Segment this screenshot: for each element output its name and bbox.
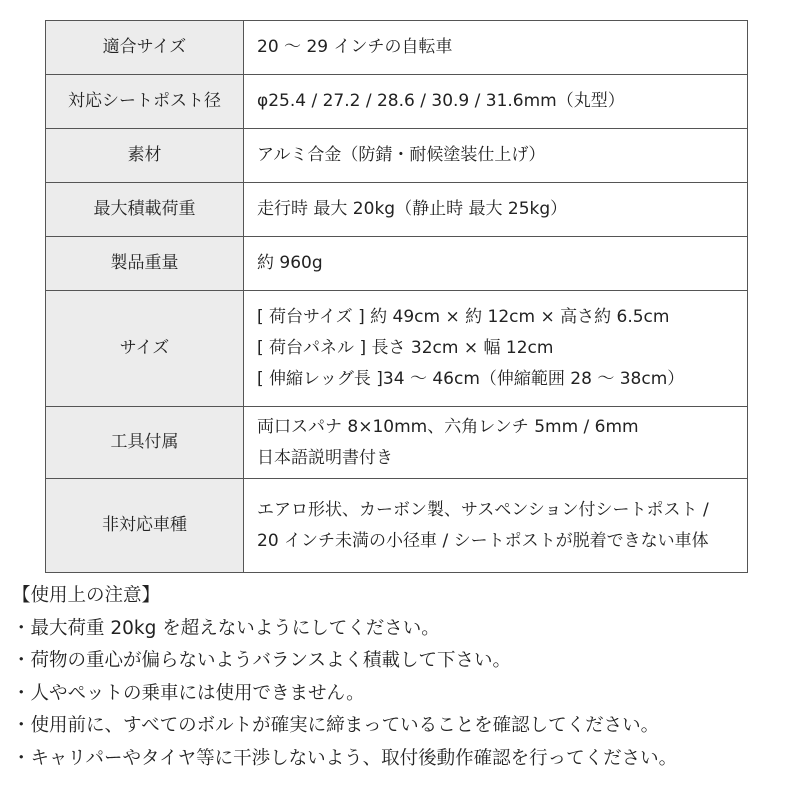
spec-value <box>244 183 748 237</box>
spec-value <box>244 75 748 129</box>
spec-value-line: 両口スパナ 8×10mm、六角レンチ 5mm / 6mm <box>257 416 639 437</box>
usage-notes <box>12 580 792 775</box>
spec-row-incompatible <box>46 479 748 573</box>
spec-value-line: 日本語説明書付き <box>257 447 393 468</box>
spec-row-material <box>46 129 748 183</box>
spec-value <box>244 479 748 573</box>
note-item: ・使用前に、すべてのボルトが確実に締まっていることを確認してください。 <box>12 715 660 736</box>
spec-value <box>244 21 748 75</box>
spec-label: 製品重量 <box>46 237 244 291</box>
note-item: ・人やペットの乗車には使用できません。 <box>12 682 365 704</box>
spec-label: 対応シートポスト径 <box>46 75 244 129</box>
spec-label: 工具付属 <box>46 407 244 479</box>
spec-value <box>244 129 748 183</box>
spec-value-line: [ 荷台パネル ] 長さ 32cm × 幅 12cm <box>257 338 554 358</box>
spec-label: サイズ <box>46 291 244 407</box>
spec-row-tools <box>46 407 748 479</box>
spec-row-max-load <box>46 183 748 237</box>
note-item: ・最大荷重 20kg を超えないようにしてください。 <box>12 617 440 639</box>
spec-row-weight <box>46 237 748 291</box>
spec-value-line: アルミ合金（防錆・耐候塗装仕上げ） <box>257 145 546 165</box>
note-item: ・荷物の重心が偏らないようバランスよく積載して下さい。 <box>12 650 511 671</box>
spec-value-line: 20 インチ未満の小径車 / シートポストが脱着できない車体 <box>257 530 709 551</box>
spec-value-line: [ 伸縮レッグ長 ]34 ～ 46cm（伸縮範囲 28 ～ 38cm） <box>257 369 685 389</box>
spec-value-line: エアロ形状、カーボン製、サスペンション付シートポスト / <box>257 499 709 520</box>
note-item: ・キャリパーやタイヤ等に干渉しないよう、取付後動作確認を行ってください。 <box>12 747 678 769</box>
spec-value <box>244 237 748 291</box>
spec-value-line: 走行時 最大 20kg（静止時 最大 25kg） <box>257 199 568 219</box>
spec-value <box>244 407 748 479</box>
spec-label: 素材 <box>46 129 244 183</box>
spec-value <box>244 291 748 407</box>
spec-row-seatpost-diameter <box>46 75 748 129</box>
spec-label: 適合サイズ <box>46 21 244 75</box>
spec-value-line: 20 ～ 29 インチの自転車 <box>257 37 453 57</box>
spec-label: 最大積載荷重 <box>46 183 244 237</box>
spec-row-fit-size <box>46 21 748 75</box>
spec-row-size <box>46 291 748 407</box>
spec-value-line: φ25.4 / 27.2 / 28.6 / 30.9 / 31.6mm（丸型） <box>257 91 625 111</box>
spec-table <box>45 20 748 573</box>
spec-label: 非対応車種 <box>46 479 244 573</box>
notes-heading: 【使用上の注意】 <box>12 585 161 606</box>
spec-value-line: [ 荷台サイズ ] 約 49cm × 約 12cm × 高さ約 6.5cm <box>257 307 670 327</box>
spec-value-line: 約 960g <box>257 253 323 273</box>
